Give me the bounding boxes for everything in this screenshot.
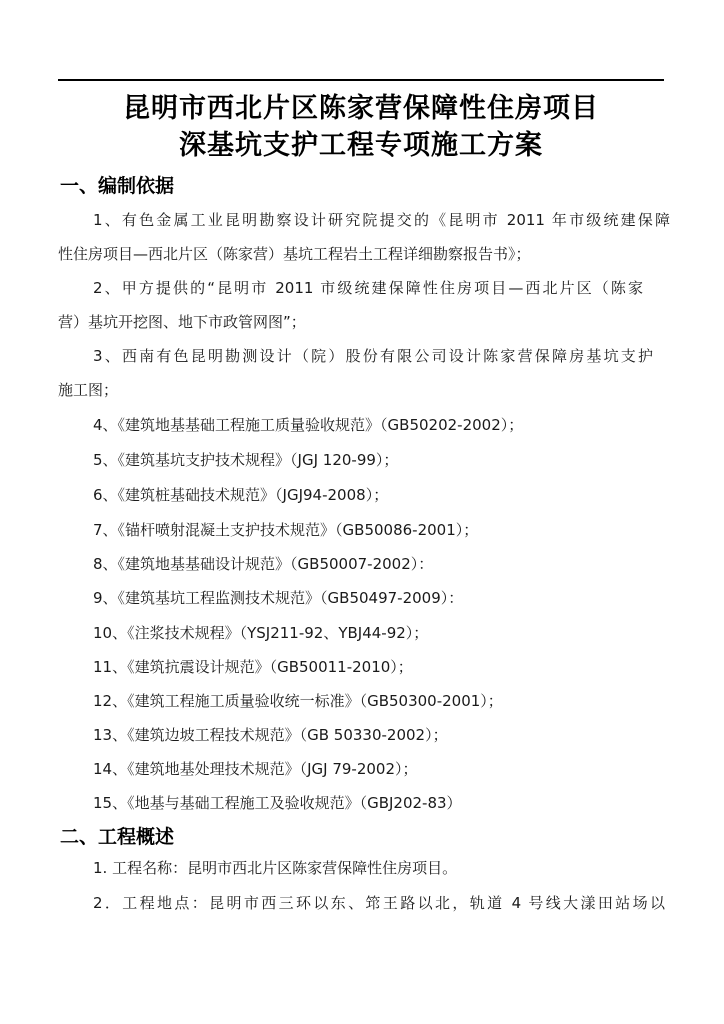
basis-item-6: 6、《建筑桩基础技术规范》（JGJ94-2008）； [93, 486, 389, 504]
basis-item-13: 13、《建筑边坡工程技术规范》（GB 50330-2002）； [93, 726, 448, 744]
document-title-line-1: 昆明市西北片区陈家营保障性住房项目 [123, 93, 599, 124]
section-heading-basis: 一、编制依据 [60, 175, 175, 197]
section-heading-overview: 二、工程概述 [60, 826, 175, 848]
top-rule [58, 79, 664, 81]
basis-item-3-line-1: 3、西南有色昆明勘测设计（院）股份有限公司设计陈家营保障房基坑支护 [93, 347, 653, 365]
overview-project-location: 2．工程地点：昆明市西三环以东、筇王路以北，轨道 4 号线大漾田站场以 [93, 894, 665, 912]
basis-item-1-line-1: 1、有色金属工业昆明勘察设计研究院提交的《昆明市 2011 年市级统建保障 [93, 211, 670, 229]
overview-project-name: 1. 工程名称：昆明市西北片区陈家营保障性住房项目。 [93, 859, 458, 877]
basis-item-3-line-2: 施工图； [58, 381, 119, 399]
basis-item-12: 12、《建筑工程施工质量验收统一标准》（GB50300-2001）； [93, 692, 503, 710]
basis-item-7: 7、《锚杆喷射混凝土支护技术规范》（GB50086-2001）； [93, 521, 479, 539]
document-title-line-2: 深基坑支护工程专项施工方案 [179, 130, 543, 161]
basis-item-2-line-2: 营）基坑开挖图、地下市政管网图”； [58, 313, 306, 331]
basis-item-11: 11、《建筑抗震设计规范》（GB50011-2010）； [93, 658, 413, 676]
basis-item-2-line-1: 2、甲方提供的“昆明市 2011 市级统建保障性住房项目—西北片区（陈家 [93, 279, 643, 297]
basis-item-4: 4、《建筑地基基础工程施工质量验收规范》（GB50202-2002）； [93, 416, 524, 434]
basis-item-9: 9、《建筑基坑工程监测技术规范》（GB50497-2009）： [93, 589, 464, 607]
basis-item-10: 10、《注浆技术规程》（YSJ211-92、YBJ44-92）； [93, 624, 429, 642]
basis-item-14: 14、《建筑地基处理技术规范》（JGJ 79-2002）； [93, 760, 418, 778]
basis-item-1-line-2: 性住房项目—西北片区（陈家营）基坑工程岩土工程详细勘察报告书》； [58, 245, 531, 263]
basis-item-15: 15、《地基与基础工程施工及验收规范》（GBJ202-83） [93, 794, 462, 812]
basis-item-8: 8、《建筑地基基础设计规范》（GB50007-2002）： [93, 555, 434, 573]
basis-item-5: 5、《建筑基坑支护技术规程》（JGJ 120-99）； [93, 451, 399, 469]
